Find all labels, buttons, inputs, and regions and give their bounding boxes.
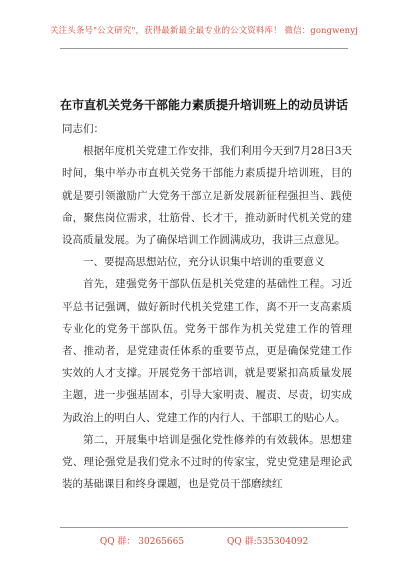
document-title: 在市直机关党务干部能力素质提升培训班上的动员讲话 <box>59 98 348 112</box>
footer-divider <box>60 527 348 528</box>
paragraph-intro: 根据年度机关党建工作安排，我们利用今天到7月28日3天时间，集中举办市直机关党务干部能力素质提升培训班，目的就是要引领激励广大党务干部立足新发展新征程强担当、践使命，聚焦岗位需求，壮筋骨、长才干，推动新时代机关党的建设高质量发展。为了确保培训工作圆满成功，我讲三点意见。 <box>62 145 352 247</box>
paragraph-point-1: 首先，建强党务干部队伍是机关党建的基础性工程。习近平总书记强调，做好新时代机关党建工作，离不开一支高素质专业化的党务干部队伍。党务干部作为机关党建工作的管理者、推动者，是党建责任体系的重要节点，更是确保党建工作实效的人才支撑。开展党务干部培训，就是要紧扣高质量发展主题，进一步强基固本，引导大家明责、履责、尽责，切实成为政治上的明白人、党建工作的内行人、干部职工的贴心人。 <box>62 278 352 424</box>
salutation: 同志们： <box>62 123 104 135</box>
footer-qq-group-1: QQ 群： 30265665 <box>99 537 185 547</box>
footer-contact <box>0 534 408 547</box>
header-divider <box>60 48 348 49</box>
footer-qq-group-2: QQ 群:535304092 <box>226 537 309 547</box>
header-promo-text: 关注头条号"公文研究"，获得最新最全最专业的公文资料库！ 微信：gongwenyj <box>50 26 358 36</box>
section-heading-1: 一、要提高思想站位，充分认识集中培训的重要意义 <box>83 256 325 269</box>
document-body <box>62 118 352 495</box>
paragraph-point-2: 第二，开展集中培训是强化党性修养的有效载体。思想建党、理论强党是我们党永不过时的传家宝，党史党建是理论武装的基础课目和终身课题，也是党员干部磨续红 <box>62 433 352 491</box>
